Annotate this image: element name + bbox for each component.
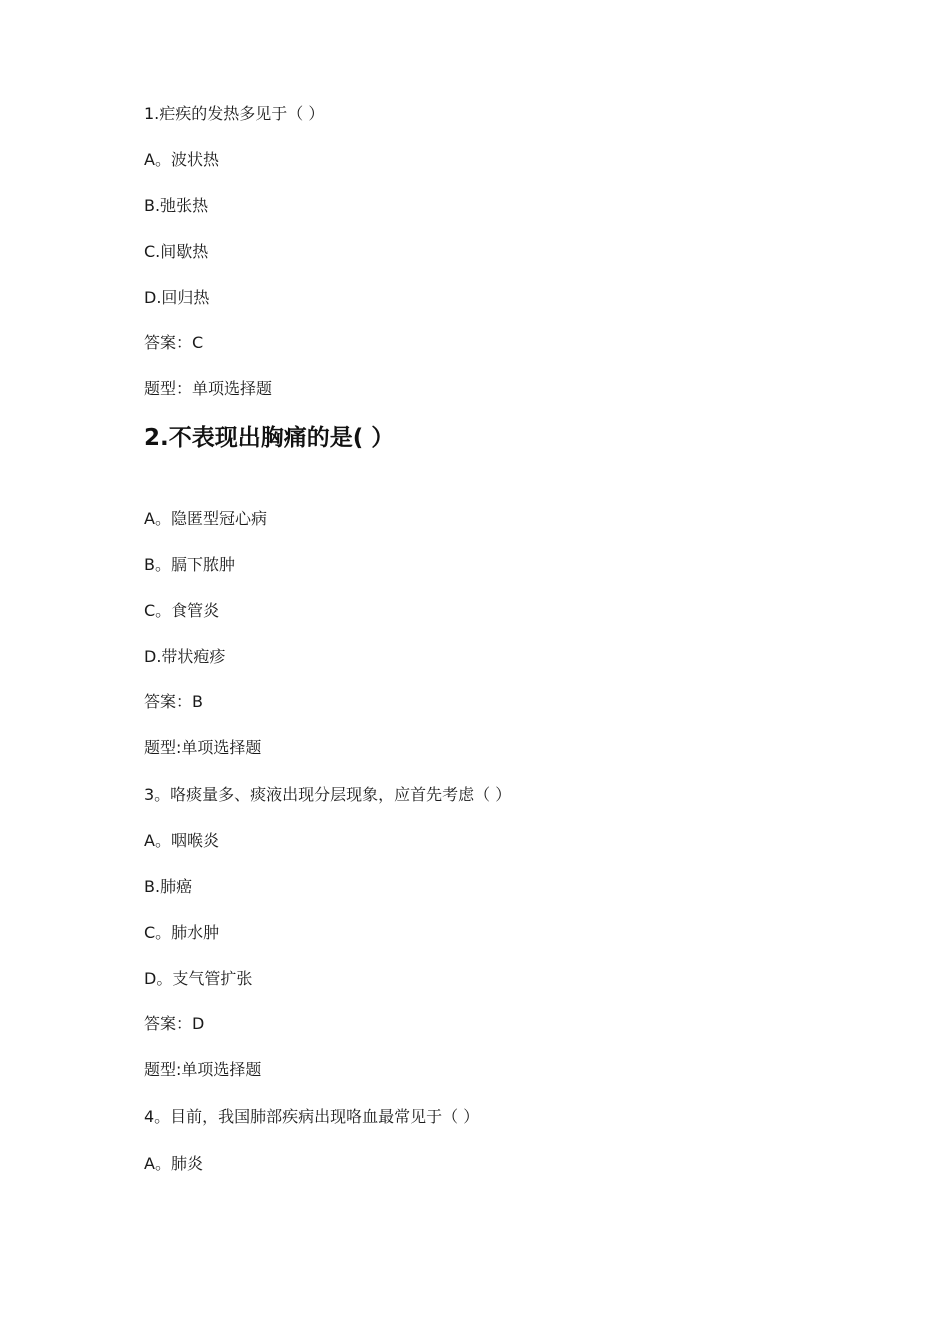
question-3-text: 3。咯痰量多、痰液出现分层现象，应首先考虑（ ） [144,785,512,804]
question-2-option-a: A。隐匿型冠心病 [144,509,267,528]
question-2-answer: 答案：B [144,692,203,711]
question-1-type: 题型：单项选择题 [144,379,273,398]
question-3-option-c: C。肺水肿 [144,923,220,942]
question-3-type: 题型:单项选择题 [144,1060,262,1079]
question-1-text: 1.疟疾的发热多见于（ ） [144,104,325,123]
question-2-option-d: D.带状疱疹 [144,647,226,666]
question-1-option-c: C.间歇热 [144,242,209,261]
question-2-option-b: B。膈下脓肿 [144,555,235,574]
question-3-answer: 答案：D [144,1014,205,1033]
question-1-answer: 答案：C [144,333,204,352]
question-3-option-b: B.肺癌 [144,877,193,896]
question-1-option-a: A。波状热 [144,150,219,169]
question-1-option-d: D.回归热 [144,288,210,307]
question-4-option-a: A。肺炎 [144,1154,203,1173]
question-2-option-c: C。食管炎 [144,601,220,620]
question-1-option-b: B.弛张热 [144,196,209,215]
question-3-option-d: D。支气管扩张 [144,969,253,988]
question-4-text: 4。目前，我国肺部疾病出现咯血最常见于（ ） [144,1107,480,1126]
question-3-option-a: A。咽喉炎 [144,831,219,850]
question-2-heading: 2.不表现出胸痛的是( ） [144,425,395,451]
question-2-type: 题型:单项选择题 [144,738,262,757]
